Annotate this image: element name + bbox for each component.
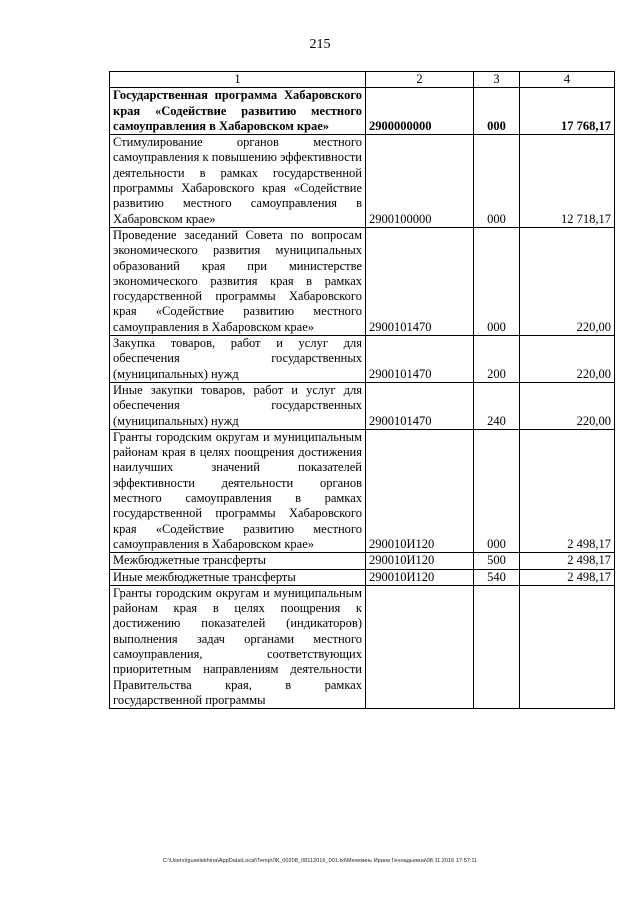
row-vr-cell: 000 [474,227,520,335]
table-row [110,429,615,552]
table-header-row [110,72,615,88]
table-row [110,553,615,569]
row-sum-cell: 12 718,17 [520,135,615,228]
table-row [110,585,615,708]
row-code-cell: 2900100000 [366,135,474,228]
row-vr-cell: 000 [474,135,520,228]
row-sum-cell [520,585,615,708]
column-header: 3 [474,72,520,88]
column-header: 4 [520,72,615,88]
column-header: 2 [366,72,474,88]
table-row [110,88,615,135]
row-sum-cell: 2 498,17 [520,553,615,569]
table-row [110,382,615,429]
table-row [110,135,615,228]
row-name-cell: Иные межбюджетные трансферты [110,569,366,585]
row-name-cell: Закупка товаров, работ и услуг для обеспечения государственных (муниципальных) нужд [110,336,366,383]
row-sum-cell: 2 498,17 [520,569,615,585]
row-name-cell: Государственная программа Хабаровского края «Содействие развитию местного самоуправления в Хабаровском крае» [110,88,366,135]
row-code-cell: 2900101470 [366,336,474,383]
row-name-cell: Гранты городским округам и муниципальным районам края в целях поощрения к достижению показателей (индикаторов) выполнения задач органами местного самоуправления, соответствующих приоритетным направлениям деятельности Правительства края, в рамках государственной программы [110,585,366,708]
row-name-cell: Стимулирование органов местного самоуправления к повышению эффективности деятельности в рамках государственной программы Хабаровского края «Содействие развитию местного самоуправления в Хабаровском крае» [110,135,366,228]
row-code-cell: 290010И120 [366,569,474,585]
row-sum-cell: 220,00 [520,336,615,383]
table-row [110,569,615,585]
row-vr-cell: 000 [474,88,520,135]
row-name-cell: Гранты городским округам и муниципальным районам края в целях поощрения достижения наилучших значений показателей эффективности деятельности органов местного самоуправления в рамках государственной программы Хабаровского края «Содействие развитию местного самоуправления в Хабаровском крае» [110,429,366,552]
row-sum-cell: 17 768,17 [520,88,615,135]
row-code-cell: 2900000000 [366,88,474,135]
table-row [110,336,615,383]
row-sum-cell: 220,00 [520,227,615,335]
row-sum-cell: 2 498,17 [520,429,615,552]
page-number: 215 [309,37,331,52]
row-code-cell: 290010И120 [366,429,474,552]
row-vr-cell: 500 [474,553,520,569]
row-code-cell: 2900101470 [366,227,474,335]
budget-table [109,71,615,709]
row-vr-cell [474,585,520,708]
table-row [110,227,615,335]
row-code-cell: 290010И120 [366,553,474,569]
column-header: 1 [110,72,366,88]
file-path-footer: C:\Users\iguselekhina\AppData\Local\Temp\ЛК_00208_08112016_001.txt\Мехекинь Ирина Геннадьевна\08.11.2016 17:57:11 [162,858,478,864]
row-vr-cell: 540 [474,569,520,585]
row-code-cell: 2900101470 [366,382,474,429]
row-name-cell: Проведение заседаний Совета по вопросам экономического развития муниципальных образований края при министерстве экономического развития края в рамках государственной программы Хабаровского края «Содействие развитию местного самоуправления в Хабаровском крае» [110,227,366,335]
row-code-cell [366,585,474,708]
row-vr-cell: 200 [474,336,520,383]
row-vr-cell: 000 [474,429,520,552]
row-sum-cell: 220,00 [520,382,615,429]
row-vr-cell: 240 [474,382,520,429]
row-name-cell: Иные закупки товаров, работ и услуг для обеспечения государственных (муниципальных) нужд [110,382,366,429]
row-name-cell: Межбюджетные трансферты [110,553,366,569]
